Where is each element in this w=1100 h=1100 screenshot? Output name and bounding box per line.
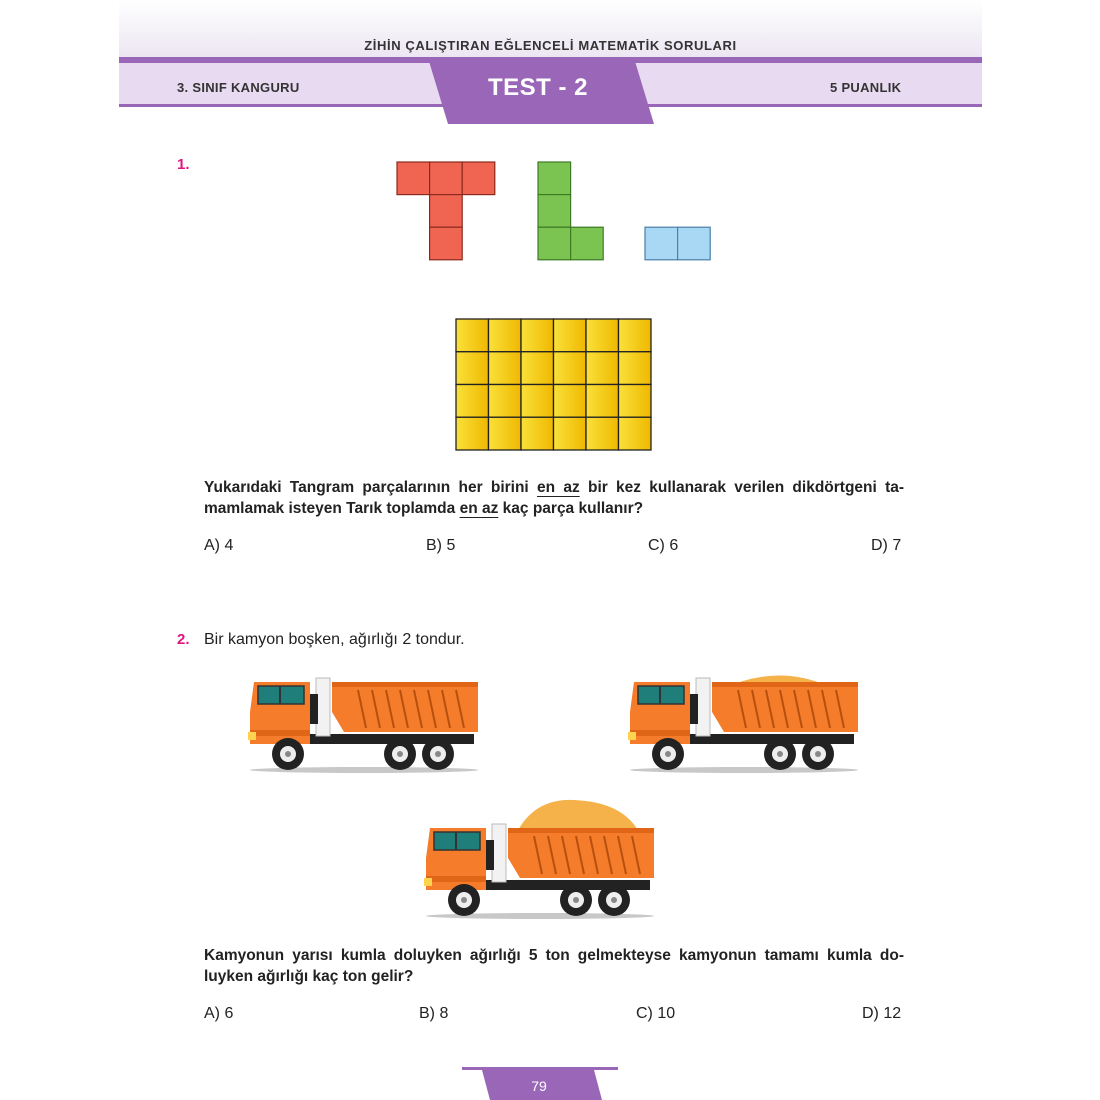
page-number: 79 (531, 1078, 547, 1094)
q1-option-a[interactable]: A) 4 (204, 537, 234, 554)
question-2-number: 2. (177, 631, 190, 648)
tangram-pieces (397, 162, 717, 264)
q1-option-b[interactable]: B) 5 (426, 537, 456, 554)
grid-cell (456, 352, 489, 385)
truck-half-full (628, 672, 860, 776)
grid-cell (586, 417, 619, 450)
grid-cell (554, 417, 587, 450)
grid-cell (619, 417, 652, 450)
question-1-text (204, 477, 904, 519)
truck-full (424, 800, 656, 922)
grid-cell (456, 319, 489, 352)
q2-option-d[interactable]: D) 12 (862, 1005, 902, 1022)
l-piece (538, 162, 603, 260)
q1-option-d[interactable]: D) 7 (871, 537, 902, 554)
grid-cell (521, 319, 554, 352)
target-rectangle (456, 319, 651, 450)
grade-label: 3. SINIF KANGURU (177, 80, 300, 95)
grid-cell (554, 385, 587, 418)
test-title: TEST - 2 (487, 74, 588, 101)
emphasis-en-az-1: en az (537, 479, 580, 496)
grid-cell (619, 319, 652, 352)
domino-piece (645, 227, 710, 260)
q2-option-c[interactable]: C) 10 (636, 1005, 676, 1022)
grid-cell (521, 385, 554, 418)
grid-cell (521, 352, 554, 385)
grid-cell (489, 385, 522, 418)
question-1-text-part: bir kez kullanarak verilen dikdörtgeni ta-mamlamak isteyen Tarık toplamda (204, 479, 905, 517)
grid-cell (521, 417, 554, 450)
grid-cell (586, 319, 619, 352)
question-1-text-part: Yukarıdaki Tangram parçalarının her birini (204, 479, 537, 496)
t-piece (397, 162, 495, 260)
question-2-text: Kamyonun yarısı kumla doluyken ağırlığı 5 ton gelmekteyse kamyonun tamamı kumla do-luyken ağırlığı kaç ton gelir? (204, 947, 904, 985)
emphasis-en-az-2: en az (459, 500, 499, 517)
q2-option-a[interactable]: A) 6 (204, 1005, 234, 1022)
grid-cell (619, 385, 652, 418)
question-2-intro: Bir kamyon boşken, ağırlığı 2 tondur. (204, 631, 465, 648)
grid-cell (586, 385, 619, 418)
grid-cell (554, 319, 587, 352)
points-label: 5 PUANLIK (830, 80, 902, 95)
grid-cell (586, 352, 619, 385)
question-1-text-part: kaç parça kullanır? (498, 500, 644, 517)
grid-cell (554, 352, 587, 385)
grid-cell (489, 417, 522, 450)
series-title: ZİHİN ÇALIŞTIRAN EĞLENCELİ MATEMATİK SORULARI (364, 38, 737, 53)
grid-cell (456, 385, 489, 418)
truck-empty (248, 672, 480, 776)
grid-cell (456, 417, 489, 450)
grid-cell (489, 319, 522, 352)
grid-cell (619, 352, 652, 385)
q1-option-c[interactable]: C) 6 (648, 537, 679, 554)
q2-option-b[interactable]: B) 8 (419, 1005, 449, 1022)
grid-cell (489, 352, 522, 385)
question-1-number: 1. (177, 156, 190, 173)
